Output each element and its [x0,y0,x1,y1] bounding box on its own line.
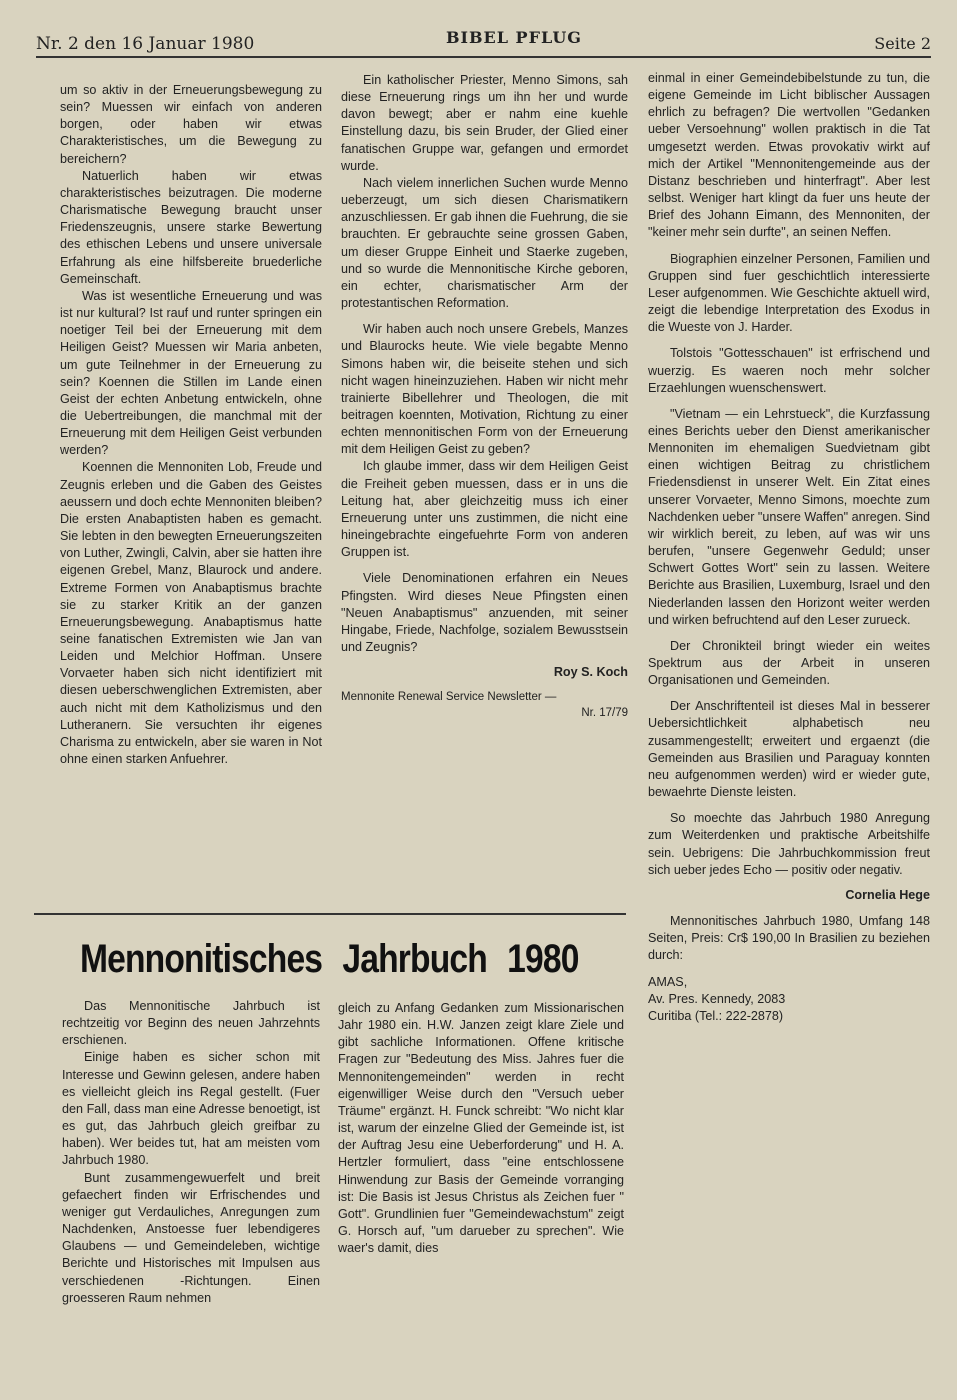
paragraph: Koennen die Mennoniten Lob, Freude und Zeugnis erleben und die Gaben des Geistes aeussern und doch echte Mennoniten bleiben? Die ersten Anabaptisten haben es gemacht. Sie lebten in den bewegten Erneuerungszeiten von Luther, Zwingli, Calvin, aber sie hatten ihre eigenen Grebel, Manz, Blaurock und andere. Extreme Formen von Anabaptismus brachte sie zu starker Kritik an der ganzen Erneuerungsbewegung. Anabaptismus hatte seine fanatischen Extremisten wie Jan van Leiden und Melchior Hoffman. Unsere Vorvaeter haben sich nicht identifiziert mit diesen ueberschwenglichen Extremisten, aber auch nicht mit dem Katholizismus und den Lutheranern. Sie versuchten ihr eigenes Charisma zu entwickeln, aber sie waren in Not ohne einen starken Anfuehrer. [60,460,322,767]
section-divider [34,913,626,915]
article1-column2 [341,72,628,721]
address-line: Curitiba (Tel.: 222-2878) [648,1008,784,1023]
paragraph: Natuerlich haben wir etwas charakteristisches beizutragen. Die moderne Charismatische Bewegung braucht unser Friedenszeugnis, unsere starke Bewertung des ethischen Lebens und unsere universale Erfahrung als eine hilfsbereite bruederliche Gemeinschaft. [60,168,322,286]
paragraph: einmal in einer Gemeindebibelstunde zu tun, die eigene Gemeinde im Licht biblischer Aussagen ehrlich zu befragen? Die wertvollen "Gedanken ueber Versoehnung" wollen praktisch in die Tat umgesetzt werden. Etwas provokativ wirkt auf mich der Artikel "Mennonitengemeinde aus der Distanz beschrieben und hinterfragt". Aber lest selbst. Weniger hart klingt da fuer uns heute der Brief des Johann Eimann, des Mennoniten, der "keiner mehr sein durfte", an seinen Neffen. [648,71,930,240]
author-signature: Roy S. Koch [553,665,628,680]
paragraph: Wir haben auch noch unsere Grebels, Manzes und Blaurocks heute. Wie viele begabte Menno Simons haben wir, die beiseite stehen und sich nicht wagen hineinzuziehen. Haben wir nicht mehr trainierte Bibellehrer und Theologen, die mit beitragen koennten, Motivation, Richtung zu einer echten mennonitischen Form von der Erneuerung mit dem Heiligen Geist zu geben? [341,322,628,457]
book-info: Mennonitisches Jahrbuch 1980, Umfang 148 Seiten, Preis: Cr$ 190,00 In Brasilien zu beziehen durch: [648,914,930,963]
article1-column1 [60,82,322,768]
paragraph: Einige haben es sicher schon mit Interesse und Gewinn gelesen, andere haben es vielleicht gleich ins Regal gestellt. (Fuer den Fall, dass man eine Adresse benoetigt, ist es gut, das Jahrbuch gleich greifbar zu haben). Wer beides tut, hat am meisten vom Jahrbuch 1980. [62,1050,320,1168]
paragraph: Was ist wesentliche Erneuerung und was ist nur kultural? Ist rauf und runter springen ein noetiger Teil bei der Erneuerung mit dem Heiligen Geist? Muessen wir Maria anbeten, um gute Teilnehmer in der Erneuerung zu sein? Koennen die Stillen im Lande einen Geist der echten Anbetung entwickeln, ohne die Uebertreibungen, die manchmal mit der Erneuerung mit dem Heiligen Geist verbunden werden? [60,288,322,458]
page-header [36,28,931,58]
address-line: Av. Pres. Kennedy, 2083 [648,991,786,1006]
author-signature: Cornelia Hege [845,887,930,902]
article2-column2 [338,1000,624,1257]
article2-column1 [62,998,320,1307]
article2-column3 [648,70,930,1025]
paragraph: Tolstois "Gottesschauen" ist erfrischend und wuerzig. Es waeren noch mehr solcher Erzaehlungen wuenschenswert. [648,346,930,395]
order-address [648,974,930,1025]
page-number: Seite 2 [874,34,931,53]
paragraph: Der Chronikteil bringt wieder ein weites Spektrum aus der Arbeit in unseren Organisationen und Gemeinden. [648,638,930,688]
masthead: BIBEL PFLUG [446,28,582,47]
paragraph: Ein katholischer Priester, Menno Simons, sah diese Erneuerung rings um ihn her und wurde davon bewegt; aber er nahm eine kuehle Einstellung dazu, bis sein Bruder, der Glied einer fanatischen Gruppe war, gefangen und ermordet wurde. [341,73,628,173]
paragraph: gleich zu Anfang Gedanken zum Missionarischen Jahr 1980 ein. H.W. Janzen zeigt klare Ziele und gibt sachliche Informationen. Offene kritische Fragen zur "Bedeutung des Miss. Jahres fuer die Mennonitengemeinden" werden in recht eigenwilliger Weise durch den "Versuch ueber Träume" ergänzt. H. Funck schreibt: "Wo nicht klar ist, warum der einzelne Glied der Gemeinde ist, ist der Auftrag Jesu eine Ueberforderung" und H. A. Hertzler formuliert, dass "eine entschlossene Hinwendung zur Basis der Gemeinde vorranging ist: Die Basis ist Jesus Christus als Zeichen fuer " Gott". Grundlinien fuer "Gemeindewachstum" zeigt G. Horsch auf, "um darueber zu sprechen". Wie waer's damit, dies [338,1001,624,1256]
paragraph: Ich glaube immer, dass wir dem Heiligen Geist die Freiheit geben muessen, dass er in uns die Leitung hat, aber gleichzeitig muss ich einer Erneuerung unter uns zustimmen, die nicht eine hineingebrachte eingefuehrte Form von anderen Gruppen ist. [341,459,628,560]
source-note [341,689,628,721]
paragraph: Bunt zusammengewuerfelt und breit gefaechert finden wir Erfrischendes und weniger gut Verdauliches, Anregungen zum Nachdenken, Anstoesse fuer lebendigeres Glaubens — und Gemeindeleben, wichtige Berichte und Historisches mit Impulsen aus verschiedenen -Richtungen. Einen groesseren Raum nehmen [62,1170,320,1305]
paragraph: Das Mennonitische Jahrbuch ist rechtzeitig vor Beginn des neuen Jahrzehnts erschienen. [62,999,320,1048]
article-headline: Mennonitisches Jahrbuch 1980 [80,937,579,981]
issue-date: Nr. 2 den 16 Januar 1980 [36,34,255,54]
source-line: Mennonite Renewal Service Newsletter — [341,691,557,704]
paragraph: um so aktiv in der Erneuerungsbewegung zu sein? Muessen wir einfach von anderen borgen, oder haben wir etwas Charakteristisches, um die Bewegung zu bereichern? [60,83,322,166]
paragraph: Biographien einzelner Personen, Familien und Gruppen sind fuer geschichtlich interessierte Leser aufgenommen. Wie Geschichte aktuell wird, zeigt die lebendige Interpretation des Exodus in die Wueste von J. Harder. [648,251,930,335]
header-rule [36,56,931,58]
paragraph: Viele Denominationen erfahren ein Neues Pfingsten. Wird dieses Neue Pfingsten einen "Neuen Anabaptismus" anzuenden, mit seiner Hingabe, Friede, Nachfolge, sozialem Bewusstsein und Zeugnis? [341,571,628,654]
address-line: AMAS, [648,974,688,989]
paragraph: Nach vielem innerlichen Suchen wurde Menno ueberzeugt, um sich diesen Charismatikern anzuschliessen. Er gab ihnen die Fuehrung, die sie brauchten. Er gebrauchte seine grossen Gaben, um dieser Gruppe Einheit und Staerke zugeben, und so wurde die Mennonitische Kirche geboren, ein echter, charismatischer Arm der protestantischen Reformation. [341,175,628,311]
paragraph: "Vietnam — ein Lehrstueck", die Kurzfassung eines Berichts ueber den Dienst amerikanischer Mennoniten im ehemaligen Suedvietnam gibt einen wichtigen Beitrag zu christlichem Friedensdienst in unserer Welt. Ein Zitat eines unserer Vorvaeter, Menno Simons, moechte zum Nachdenken ueber "unsere Waffen" anregen. Sind wir wirklich bereit, zu leben, auf was wir uns berufen, "unsere Gegenwehr Geduld; unser Schwert Gottes Wort" sein zu lassen. Weitere Berichte aus Brasilien, Luxemburg, Israel und den Niederlanden lassen den Horizont weiter werden und wirken befruchtend auf den Leser zurueck. [648,406,930,627]
source-line: Nr. 17/79 [581,707,628,720]
paragraph: Der Anschriftenteil ist dieses Mal in besserer Uebersichtlichkeit alphabetisch neu zusammengestellt; erweitert und ergaenzt (die Gemeinden aus Brasilien und Paraguay konnten neu aufgenommen werden) wird er wieder gute, bewaehrte Dienste leisten. [648,699,930,800]
paragraph: So moechte das Jahrbuch 1980 Anregung zum Weiterdenken und praktische Arbeitshilfe sein. Uebrigens: Die Jahrbuchkommission freut sich ueber jedes Echo — positiv oder negativ. [648,811,930,877]
